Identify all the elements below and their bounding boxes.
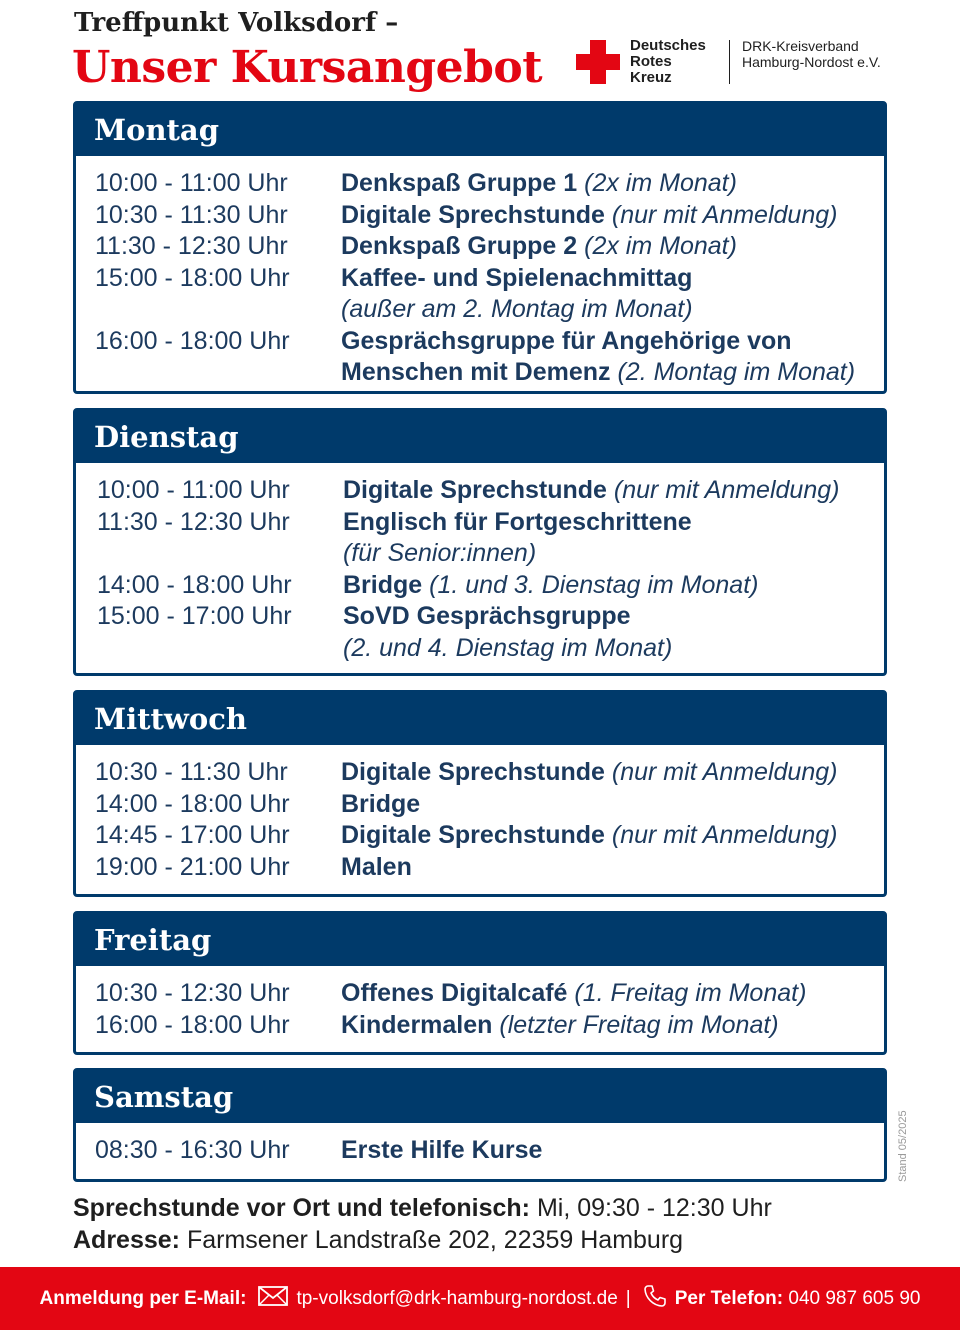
course-row [95,231,884,263]
page-title: Unser Kursangebot [72,42,543,93]
course-time: 10:30 - 11:30 Uhr [95,758,288,786]
contact-info [73,1192,772,1256]
course-time: 14:00 - 18:00 Uhr [95,789,290,818]
address: Adresse: Farmsener Landstraße 202, 22359 Hamburg [73,1226,684,1254]
course-time: 10:00 - 11:00 Uhr [95,169,288,197]
course-list [76,463,884,664]
course-row [95,200,884,232]
email-label: Anmeldung per E-Mail: [39,1287,247,1309]
course-row [95,757,884,789]
red-cross-icon [576,40,620,84]
course-time: 16:00 - 18:00 Uhr [95,326,290,355]
course-title: Kaffee- und Spielenachmittag [341,263,693,292]
course-title: Offenes Digitalcafé [341,979,568,1007]
course-row [95,168,884,200]
course-row [95,852,884,884]
course-list [76,156,884,389]
course-title: Denkspaß Gruppe 2 [341,232,578,260]
envelope-icon [258,1286,288,1312]
course-time: 15:00 - 17:00 Uhr [97,602,292,630]
course-list [76,966,884,1041]
course-list [76,1123,884,1167]
day-header [76,693,884,745]
course-row [95,263,884,326]
day-card-mittwoch [73,690,887,897]
course-time: 08:30 - 16:30 Uhr [95,1136,290,1164]
course-row [95,978,884,1010]
course-title: Englisch für Fortgeschrittene [343,507,692,536]
drk-logo-org: DRK-Kreisverband Hamburg-Nordost e.V. [742,38,881,70]
page-kicker: Treffpunkt Volksdorf – [74,8,399,38]
course-title: Bridge [341,789,421,818]
day-title: Freitag [94,923,212,957]
day-card-dienstag [73,408,887,676]
course-note: (2. Montag im Monat) [617,358,856,386]
course-list [76,745,884,883]
course-title: SoVD Gesprächsgruppe [343,602,631,630]
course-row [97,475,884,507]
day-card-samstag [73,1068,887,1182]
footer-bar [0,1267,960,1330]
course-row [95,820,884,852]
day-header [76,411,884,463]
course-note: (letzter Freitag im Monat) [499,1010,779,1039]
drk-logo-name: Deutsches Rotes Kreuz [630,37,706,86]
course-note: (2x im Monat) [584,232,737,260]
course-note: (1. Freitag im Monat) [574,979,807,1007]
course-row [95,1010,884,1042]
course-row [97,601,884,664]
course-note: (1. und 3. Dienstag im Monat) [429,570,759,599]
course-title: Bridge [343,570,423,599]
course-title: Digitale Sprechstunde [341,200,605,229]
course-note: (außer am 2. Montag im Monat) [341,295,693,323]
course-title: Kindermalen [341,1010,493,1039]
course-time: 11:30 - 12:30 Uhr [95,232,288,260]
course-row [95,789,884,821]
course-time: 10:00 - 11:00 Uhr [97,476,290,504]
day-title: Montag [94,113,219,147]
course-note: (2x im Monat) [584,169,737,197]
course-note: (2. und 4. Dienstag im Monat) [343,633,673,662]
office-hours: Sprechstunde vor Ort und telefonisch: Mi, 09:30 - 12:30 Uhr [73,1194,772,1222]
course-note: (nur mit Anmeldung) [611,821,838,849]
course-title: Gesprächsgruppe für Angehörige von Menschen mit Demenz [341,326,792,386]
course-note: (nur mit Anmeldung) [611,758,838,786]
version-stamp: Stand 05/2025 [897,1110,909,1182]
page-header [0,0,960,100]
course-time: 14:45 - 17:00 Uhr [95,821,290,849]
course-time: 16:00 - 18:00 Uhr [95,1010,290,1039]
course-note: (nur mit Anmeldung) [613,476,840,504]
course-time: 15:00 - 18:00 Uhr [95,263,290,292]
footer-separator: | [625,1287,631,1309]
course-title: Digitale Sprechstunde [341,821,605,849]
course-row [97,570,884,602]
day-title: Dienstag [94,420,239,454]
phone-link[interactable]: 040 987 605 90 [788,1287,921,1309]
course-time: 11:30 - 12:30 Uhr [97,507,290,536]
course-time: 19:00 - 21:00 Uhr [95,852,290,881]
course-title: Erste Hilfe Kurse [341,1136,543,1164]
day-title: Samstag [94,1080,234,1114]
day-header [76,104,884,156]
phone-label: Per Telefon: [674,1287,784,1309]
day-card-montag [73,101,887,394]
course-title: Denkspaß Gruppe 1 [341,169,578,197]
course-row [97,507,884,570]
course-note: (nur mit Anmeldung) [611,200,838,229]
course-title: Digitale Sprechstunde [343,476,607,504]
email-link[interactable]: tp-volksdorf@drk-hamburg-nordost.de [296,1287,618,1309]
day-header [76,914,884,966]
day-card-freitag [73,911,887,1055]
course-row [95,326,884,389]
phone-icon [643,1284,667,1314]
course-time: 10:30 - 11:30 Uhr [95,200,288,229]
day-title: Mittwoch [94,702,247,736]
course-time: 10:30 - 12:30 Uhr [95,979,290,1007]
course-title: Digitale Sprechstunde [341,758,605,786]
course-time: 14:00 - 18:00 Uhr [97,570,292,599]
course-note: (für Senior:innen) [343,539,537,567]
day-header [76,1071,884,1123]
course-title: Malen [341,852,412,881]
course-row [95,1135,884,1167]
logo-divider [729,40,730,84]
